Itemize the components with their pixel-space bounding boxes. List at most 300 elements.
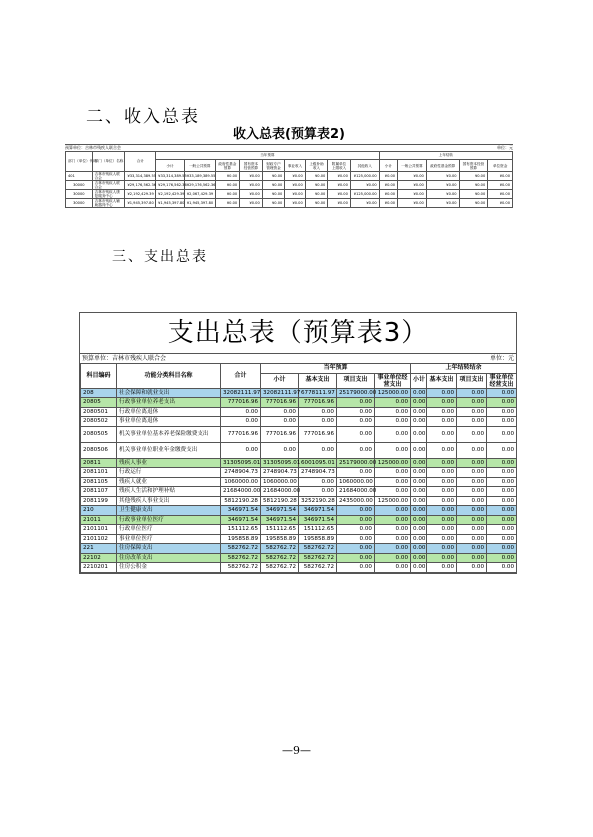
amount-cell: 0.00 (457, 398, 487, 408)
expenditure-row (81, 477, 517, 487)
income-header-col: 政府性基金预算 (215, 160, 240, 172)
subject-code: 2080502 (81, 417, 117, 427)
income-cell: ¥0.00 (285, 172, 305, 181)
amount-cell: 582762.72 (261, 553, 299, 563)
amount-cell: 195858.89 (299, 534, 337, 544)
amount-cell: 0.00 (337, 534, 375, 544)
subject-name: 行政事业单位养老支出 (117, 398, 221, 408)
amount-cell: 0.00 (375, 525, 411, 535)
amount-cell: 0.00 (457, 468, 487, 478)
amount-cell: 0.00 (375, 398, 411, 408)
income-row (66, 181, 513, 190)
amount-cell: 0.00 (487, 426, 517, 442)
expenditure-row (81, 426, 517, 442)
page-number: —9— (282, 744, 311, 757)
income-cell: ¥29,176,562.36 (184, 181, 215, 190)
income-cell: ¥0.00 (426, 172, 459, 181)
amount-cell: 0.00 (427, 534, 457, 544)
expenditure-row (81, 417, 517, 427)
header-subtotal: 小计 (261, 373, 299, 388)
income-cell: ¥0.00 (379, 172, 397, 181)
income-cell: ¥33,189,389.55 (184, 172, 215, 181)
expenditure-row (81, 407, 517, 417)
income-cell: 吉林市残疾人辅助器具中心 (92, 199, 125, 208)
income-cell: ¥0.00 (305, 172, 328, 181)
amount-cell: 582762.72 (221, 563, 261, 573)
amount-cell: 0.00 (375, 506, 411, 516)
income-table-container (65, 126, 513, 208)
income-cell: ¥0.00 (240, 181, 263, 190)
amount-cell: 0.00 (487, 544, 517, 554)
income-cell: ¥0.00 (379, 181, 397, 190)
amount-cell: 0.00 (427, 477, 457, 487)
expenditure-row (81, 388, 517, 398)
amount-cell: 0.00 (487, 477, 517, 487)
amount-cell: 0.00 (261, 417, 299, 427)
subject-name: 残疾人事业 (117, 458, 221, 468)
amount-cell: 1060000.00 (261, 477, 299, 487)
income-row (66, 199, 513, 208)
subject-code: 2081107 (81, 487, 117, 497)
amount-cell: 0.00 (427, 468, 457, 478)
amount-cell: 0.00 (411, 553, 427, 563)
amount-cell: 0.00 (427, 417, 457, 427)
header-basic: 基本支出 (299, 373, 337, 388)
amount-cell: 2748904.73 (221, 468, 261, 478)
header-current-year: 当年预算 (261, 364, 411, 374)
income-cell: ¥0.00 (398, 172, 427, 181)
subject-code: 208 (81, 388, 117, 398)
subject-name: 机关事业单位基本养老保险缴费支出 (117, 426, 221, 442)
amount-cell: 151112.65 (261, 525, 299, 535)
amount-cell: 0.00 (427, 388, 457, 398)
header-prior-basic: 基本支出 (427, 373, 457, 388)
expenditure-row (81, 398, 517, 408)
amount-cell: 582762.72 (299, 553, 337, 563)
amount-cell: 0.00 (261, 442, 299, 458)
amount-cell: 0.00 (487, 398, 517, 408)
amount-cell: 0.00 (487, 468, 517, 478)
amount-cell: 6778111.97 (299, 388, 337, 398)
amount-cell: 0.00 (427, 553, 457, 563)
amount-cell: 0.00 (487, 563, 517, 573)
amount-cell: 21684000.00 (221, 487, 261, 497)
amount-cell: 0.00 (457, 487, 487, 497)
subject-code: 22102 (81, 553, 117, 563)
amount-cell: 0.00 (427, 407, 457, 417)
header-prior-subtotal: 小计 (411, 373, 427, 388)
income-cell: 401 (66, 172, 93, 181)
income-cell: ¥0.00 (379, 199, 397, 208)
amount-cell: 0.00 (457, 477, 487, 487)
amount-cell: 0.00 (457, 553, 487, 563)
income-cell: ¥33,314,389.55 (156, 172, 185, 181)
amount-cell: 582762.72 (221, 544, 261, 554)
income-cell: 30000 (66, 190, 93, 199)
expenditure-row (81, 468, 517, 478)
amount-cell: 21684000.00 (337, 487, 375, 497)
amount-cell: 0.00 (411, 496, 427, 506)
amount-cell: 2435000.00 (337, 496, 375, 506)
amount-cell: 0.00 (457, 442, 487, 458)
income-cell: ¥0.00 (328, 190, 351, 199)
amount-cell: 0.00 (375, 442, 411, 458)
subject-name: 住房保障支出 (117, 544, 221, 554)
amount-cell: 0.00 (411, 515, 427, 525)
income-cell: ¥0.00 (488, 190, 513, 199)
amount-cell: 0.00 (375, 417, 411, 427)
expenditure-row (81, 553, 517, 563)
subject-code: 2081105 (81, 477, 117, 487)
amount-cell: 0.00 (411, 442, 427, 458)
amount-cell: 582762.72 (261, 563, 299, 573)
income-cell: ¥2,067,429.39 (184, 190, 215, 199)
income-cell: ¥125,000.00 (350, 190, 379, 199)
expenditure-table (80, 363, 517, 573)
amount-cell: 3252190.28 (299, 496, 337, 506)
subject-code: 2081199 (81, 496, 117, 506)
amount-cell: 0.00 (299, 487, 337, 497)
expenditure-row (81, 496, 517, 506)
amount-cell: 0.00 (221, 442, 261, 458)
income-cell: ¥0.00 (398, 199, 427, 208)
amount-cell: 0.00 (487, 417, 517, 427)
amount-cell: 582762.72 (299, 544, 337, 554)
amount-cell: 0.00 (487, 487, 517, 497)
amount-cell: 0.00 (487, 553, 517, 563)
amount-cell: 0.00 (457, 388, 487, 398)
subject-name: 残疾人生活和护理补贴 (117, 487, 221, 497)
amount-cell: 2748904.73 (261, 468, 299, 478)
amount-cell: 0.00 (337, 398, 375, 408)
income-cell: ¥0.00 (459, 199, 488, 208)
amount-cell: 151112.65 (221, 525, 261, 535)
amount-cell: 0.00 (457, 407, 487, 417)
income-cell: ¥0.00 (240, 199, 263, 208)
income-header-col: 一般公共预算 (184, 160, 215, 172)
amount-cell: 582762.72 (261, 544, 299, 554)
income-header-dept-name: 部门（单位）名称 (92, 152, 125, 172)
amount-cell: 0.00 (375, 534, 411, 544)
expenditure-table-title: 支出总表（预算表3） (167, 318, 429, 348)
amount-cell: 125000.00 (375, 458, 411, 468)
income-cell: ¥0.00 (305, 190, 328, 199)
amount-cell: 0.00 (375, 477, 411, 487)
income-cell: ¥0.00 (285, 199, 305, 208)
amount-cell: 32082111.97 (261, 388, 299, 398)
amount-cell: 0.00 (457, 525, 487, 535)
amount-cell: 0.00 (375, 487, 411, 497)
income-row (66, 190, 513, 199)
amount-cell: 0.00 (427, 487, 457, 497)
amount-cell: 0.00 (375, 553, 411, 563)
amount-cell: 0.00 (457, 426, 487, 442)
amount-cell: 25179000.00 (337, 458, 375, 468)
income-cell: ¥0.00 (215, 190, 240, 199)
income-unit-row (65, 144, 513, 151)
subject-code: 20805 (81, 398, 117, 408)
header-business: 事业单位经营支出 (375, 373, 411, 388)
amount-cell: 0.00 (375, 563, 411, 573)
subject-name: 行政单位医疗 (117, 525, 221, 535)
amount-cell: 777016.96 (221, 426, 261, 442)
income-cell: ¥0.00 (305, 181, 328, 190)
amount-cell: 777016.96 (221, 398, 261, 408)
amount-cell: 346971.54 (221, 506, 261, 516)
income-table-title: 收入总表(预算表2) (233, 127, 345, 142)
expenditure-section-heading: 三、支出总表 (112, 249, 208, 265)
amount-cell: 151112.65 (299, 525, 337, 535)
amount-cell: 0.00 (375, 468, 411, 478)
amount-cell: 31305095.01 (261, 458, 299, 468)
expenditure-header-row-1 (81, 364, 517, 374)
income-cell: ¥0.00 (350, 181, 379, 190)
amount-cell: 0.00 (457, 458, 487, 468)
income-cell: ¥0.00 (488, 199, 513, 208)
header-total: 合计 (221, 364, 261, 389)
subject-code: 20811 (81, 458, 117, 468)
income-cell: ¥0.00 (285, 190, 305, 199)
amount-cell: 777016.96 (299, 398, 337, 408)
amount-cell: 0.00 (411, 468, 427, 478)
subject-name: 行政单位离退休 (117, 407, 221, 417)
income-cell: ¥0.00 (459, 172, 488, 181)
amount-cell: 0.00 (427, 426, 457, 442)
income-cell: ¥0.00 (379, 190, 397, 199)
amount-cell: 777016.96 (261, 398, 299, 408)
income-cell: ¥1,945,397.80 (156, 199, 185, 208)
amount-cell: 0.00 (411, 563, 427, 573)
expenditure-budget-unit: 预算单位：吉林市残疾人联合会 (82, 355, 167, 362)
amount-cell: 0.00 (487, 534, 517, 544)
amount-cell: 777016.96 (261, 426, 299, 442)
amount-cell: 0.00 (337, 426, 375, 442)
amount-cell: 0.00 (487, 515, 517, 525)
subject-name: 行政运行 (117, 468, 221, 478)
subject-code: 21011 (81, 515, 117, 525)
income-cell: ¥0.00 (350, 199, 379, 208)
income-cell: 吉林市残疾人康复服务中心 (92, 190, 125, 199)
income-header-current: 当年预算 (156, 152, 379, 160)
income-header-col: 附属单位上缴收入 (328, 160, 351, 172)
expenditure-row (81, 506, 517, 516)
amount-cell: 0.00 (337, 468, 375, 478)
amount-cell: 0.00 (457, 417, 487, 427)
income-cell: ¥0.00 (328, 181, 351, 190)
amount-cell: 0.00 (411, 544, 427, 554)
header-prior-project: 项目支出 (457, 373, 487, 388)
income-cell: ¥0.00 (488, 181, 513, 190)
amount-cell: 0.00 (375, 426, 411, 442)
expenditure-row (81, 458, 517, 468)
subject-name: 事业单位医疗 (117, 534, 221, 544)
expenditure-row (81, 442, 517, 458)
income-header-col: 小计 (156, 160, 185, 172)
income-cell: ¥29,176,562.36 (156, 181, 185, 190)
amount-cell: 0.00 (337, 506, 375, 516)
income-cell: ¥0.00 (262, 172, 285, 181)
amount-cell: 6001095.01 (299, 458, 337, 468)
amount-cell: 0.00 (411, 426, 427, 442)
amount-cell: 0.00 (221, 417, 261, 427)
amount-cell: 0.00 (427, 496, 457, 506)
amount-cell: 0.00 (375, 544, 411, 554)
amount-cell: 0.00 (337, 525, 375, 535)
income-row (66, 172, 513, 181)
income-header-col: 财政专户管理资金 (262, 160, 285, 172)
amount-cell: 346971.54 (261, 515, 299, 525)
amount-cell: 0.00 (411, 487, 427, 497)
amount-cell: 0.00 (375, 407, 411, 417)
header-prior-year: 上年结转结余 (411, 364, 517, 374)
amount-cell: 125000.00 (375, 496, 411, 506)
amount-cell: 0.00 (375, 515, 411, 525)
expenditure-table-container (79, 312, 517, 574)
income-cell: ¥125,000.00 (350, 172, 379, 181)
income-cell: ¥0.00 (426, 199, 459, 208)
amount-cell: 777016.96 (299, 426, 337, 442)
income-cell: ¥2,192,429.39 (125, 190, 156, 199)
income-header-dept-code: 部门（单位）代码 (66, 152, 93, 172)
amount-cell: 346971.54 (299, 506, 337, 516)
amount-cell: 0.00 (427, 544, 457, 554)
amount-cell: 0.00 (337, 417, 375, 427)
amount-cell: 1060000.00 (337, 477, 375, 487)
amount-cell: 0.00 (337, 563, 375, 573)
income-header-col: 事业收入 (285, 160, 305, 172)
income-cell: 30000 (66, 199, 93, 208)
subject-code: 2080506 (81, 442, 117, 458)
header-project: 项目支出 (337, 373, 375, 388)
subject-name: 行政事业单位医疗 (117, 515, 221, 525)
income-cell: ¥0.00 (215, 172, 240, 181)
income-cell: ¥0.00 (262, 199, 285, 208)
amount-cell: 31305095.01 (221, 458, 261, 468)
subject-name: 其他残疾人事业支出 (117, 496, 221, 506)
amount-cell: 0.00 (487, 496, 517, 506)
income-header-col: 单位资金 (488, 160, 513, 172)
amount-cell: 0.00 (427, 515, 457, 525)
subject-code: 2080501 (81, 407, 117, 417)
amount-cell: 0.00 (411, 477, 427, 487)
subject-code: 2080505 (81, 426, 117, 442)
amount-cell: 0.00 (487, 458, 517, 468)
header-code: 科目编码 (81, 364, 117, 389)
income-cell: ¥0.00 (240, 190, 263, 199)
income-header-col: 小计 (379, 160, 397, 172)
expenditure-row (81, 534, 517, 544)
amount-cell: 5812190.28 (261, 496, 299, 506)
subject-name: 住房公积金 (117, 563, 221, 573)
amount-cell: 0.00 (427, 442, 457, 458)
income-cell: ¥0.00 (262, 181, 285, 190)
subject-code: 2101102 (81, 534, 117, 544)
income-header-total: 合计 (125, 152, 156, 172)
expenditure-unit-row (80, 353, 516, 363)
expenditure-row (81, 563, 517, 573)
income-cell: ¥0.00 (398, 190, 427, 199)
amount-cell: 0.00 (411, 534, 427, 544)
amount-cell: 0.00 (487, 388, 517, 398)
expenditure-row (81, 544, 517, 554)
subject-code: 221 (81, 544, 117, 554)
amount-cell: 21684000.00 (261, 487, 299, 497)
amount-cell: 0.00 (299, 407, 337, 417)
subject-name: 残疾人就业 (117, 477, 221, 487)
amount-cell: 0.00 (427, 563, 457, 573)
income-cell: ¥0.00 (398, 181, 427, 190)
income-budget-unit: 预算单位：吉林市残疾人联合会 (65, 145, 121, 150)
amount-cell: 346971.54 (299, 515, 337, 525)
income-header-col: 政府性基金预算 (426, 160, 459, 172)
amount-cell: 0.00 (427, 506, 457, 516)
expenditure-currency-unit: 单位：元 (489, 355, 514, 362)
subject-name: 卫生健康支出 (117, 506, 221, 516)
amount-cell: 0.00 (411, 417, 427, 427)
income-header-col: 国有资本经营预算 (240, 160, 263, 172)
amount-cell: 0.00 (487, 442, 517, 458)
amount-cell: 0.00 (337, 407, 375, 417)
amount-cell: 5812190.28 (221, 496, 261, 506)
amount-cell: 346971.54 (261, 506, 299, 516)
amount-cell: 0.00 (457, 506, 487, 516)
income-cell: ¥1,945,397.80 (184, 199, 215, 208)
amount-cell: 582762.72 (221, 553, 261, 563)
amount-cell: 0.00 (487, 525, 517, 535)
income-cell: ¥0.00 (459, 181, 488, 190)
income-cell: ¥0.00 (215, 199, 240, 208)
amount-cell: 0.00 (337, 553, 375, 563)
amount-cell: 0.00 (411, 506, 427, 516)
income-header-col: 一般公共预算 (398, 160, 427, 172)
subject-name: 机关事业单位职业年金缴费支出 (117, 442, 221, 458)
income-cell: ¥0.00 (459, 190, 488, 199)
income-cell: ¥0.00 (215, 181, 240, 190)
amount-cell: 0.00 (457, 544, 487, 554)
income-cell: ¥0.00 (328, 199, 351, 208)
income-cell: ¥0.00 (305, 199, 328, 208)
amount-cell: 25179000.00 (337, 388, 375, 398)
income-cell: ¥29,176,562.36 (125, 181, 156, 190)
header-prior-business: 事业单位经营支出 (487, 373, 517, 388)
amount-cell: 0.00 (411, 525, 427, 535)
amount-cell: 0.00 (261, 407, 299, 417)
income-cell: ¥33,314,389.55 (125, 172, 156, 181)
amount-cell: 0.00 (457, 496, 487, 506)
subject-name: 住房改革支出 (117, 553, 221, 563)
amount-cell: 195858.89 (261, 534, 299, 544)
income-cell: ¥0.00 (426, 190, 459, 199)
amount-cell: 0.00 (427, 398, 457, 408)
amount-cell: 0.00 (411, 458, 427, 468)
amount-cell: 0.00 (337, 544, 375, 554)
subject-code: 210 (81, 506, 117, 516)
amount-cell: 0.00 (411, 398, 427, 408)
amount-cell: 0.00 (427, 458, 457, 468)
amount-cell: 2748904.73 (299, 468, 337, 478)
subject-code: 2210201 (81, 563, 117, 573)
income-cell: ¥0.00 (488, 172, 513, 181)
amount-cell: 0.00 (337, 442, 375, 458)
subject-name: 事业单位离退休 (117, 417, 221, 427)
amount-cell: 0.00 (411, 388, 427, 398)
amount-cell: 0.00 (299, 442, 337, 458)
amount-cell: 195858.89 (221, 534, 261, 544)
amount-cell: 0.00 (427, 525, 457, 535)
amount-cell: 346971.54 (221, 515, 261, 525)
amount-cell: 0.00 (487, 407, 517, 417)
amount-cell: 0.00 (299, 417, 337, 427)
